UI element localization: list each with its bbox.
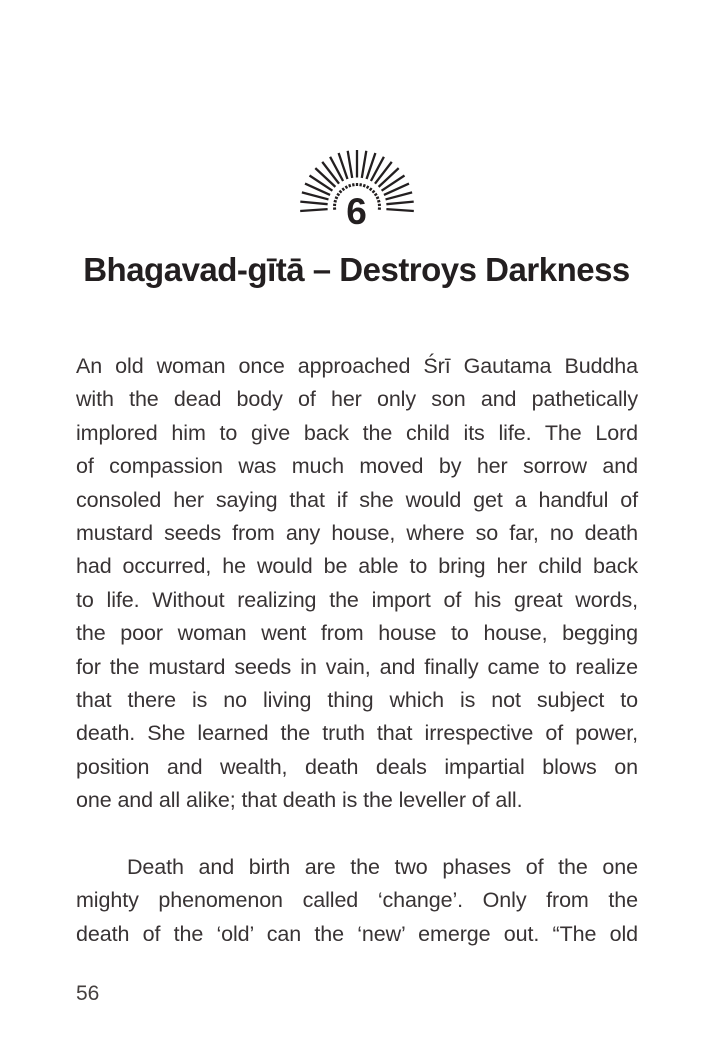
- text-line: of compassion was much moved by her sorrow and: [76, 454, 638, 479]
- text-line: the poor woman went from house to house, begging: [76, 621, 638, 646]
- text-line: with the dead body of her only son and pathetically: [76, 387, 638, 412]
- text-line: Death and birth are the two phases of the one: [127, 855, 638, 880]
- text-line: An old woman once approached Śrī Gautama Buddha: [76, 354, 638, 378]
- text-line: consoled her saying that if she would get a handful of: [76, 487, 638, 512]
- text-line: had occurred, he would be able to bring her child back: [76, 554, 638, 579]
- chapter-ornament: [0, 146, 713, 230]
- text-line: to life. Without realizing the import of his great words,: [76, 587, 638, 612]
- page-number: 56: [76, 982, 100, 1005]
- text-line: one and all alike; that death is the leveller of all.: [76, 788, 523, 813]
- text-line: that there is no living thing which is not subject to: [76, 688, 638, 713]
- paragraph: [76, 350, 638, 818]
- text-line: mighty phenomenon called ‘change’. Only from the: [76, 888, 638, 913]
- body-text: [76, 350, 638, 951]
- text-line: position and wealth, death deals impartial blows on: [76, 754, 638, 779]
- paragraph: [76, 851, 638, 951]
- chapter-number: 6: [346, 191, 367, 232]
- text-line: mustard seeds from any house, where so far, no death: [76, 521, 638, 546]
- chapter-title: Bhagavad-gītā – Destroys Darkness: [83, 251, 630, 288]
- text-line: implored him to give back the child its life. The Lord: [76, 420, 638, 445]
- chapter-ornament-inner: [292, 146, 422, 230]
- text-line: death of the ‘old’ can the ‘new’ emerge out. “The old: [76, 921, 638, 946]
- text-line: death. She learned the truth that irrespective of power,: [76, 721, 638, 746]
- text-line: for the mustard seeds in vain, and finally came to realize: [76, 654, 638, 679]
